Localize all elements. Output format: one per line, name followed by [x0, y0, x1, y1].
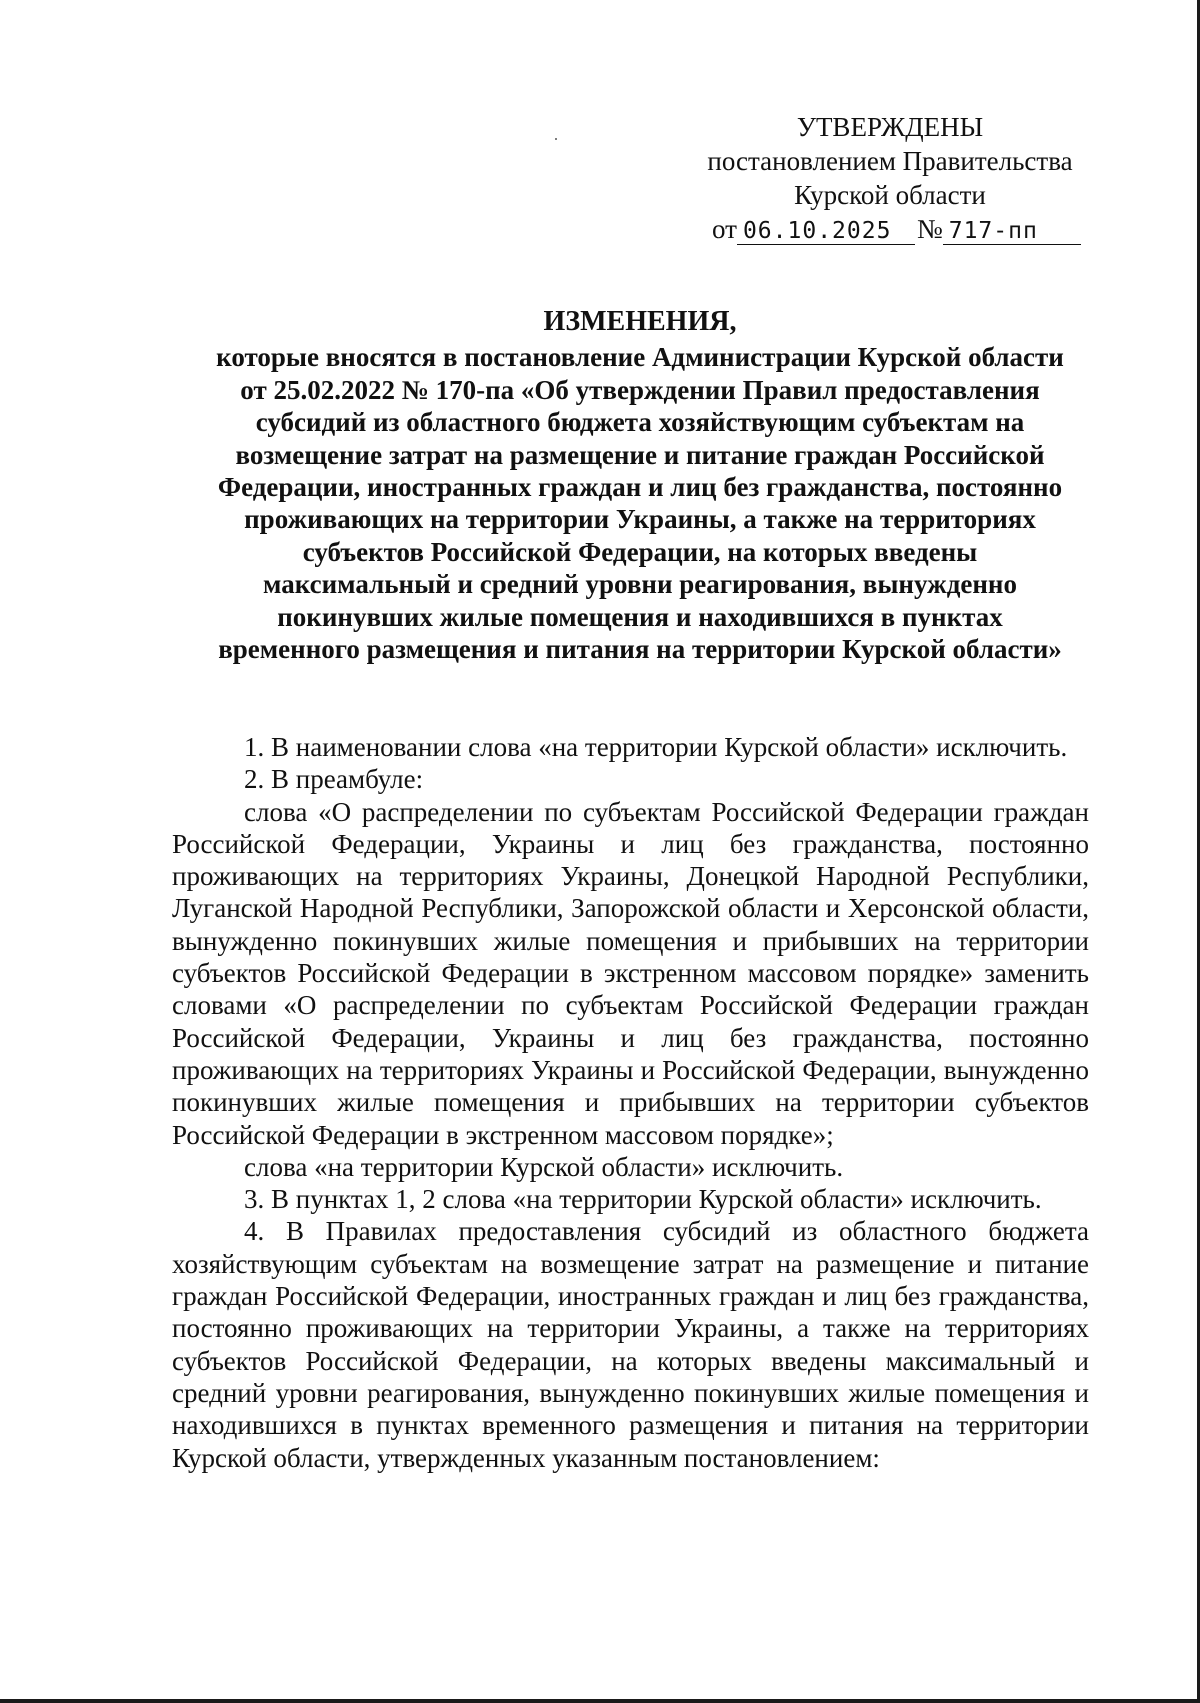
paragraph-1: 1. В наименовании слова «на территории Курской области» исключить.: [244, 732, 1068, 762]
approval-heading: УТВЕРЖДЕНЫ: [796, 112, 984, 142]
approval-region: Курской области: [794, 180, 986, 210]
title-line: субъектов Российской Федерации, на которых введены: [302, 536, 978, 567]
paragraph-3: слова «О распределении по субъектам Российской Федерации граждан Российской Федерации, Украины и лиц без гражданства, постоянно проживающих на территориях Украины, Донецкой Народной Республики, Луганской Народной Республики, Запорожской области и Херсонской области, вынужденно покинувших жилые помещения и прибывших на территории субъектов Российской Федерации в экстренном массовом порядке» заменить словами «О распределении по субъектам Российской Федерации граждан Российской Федерации, Украины и лиц без гражданства, постоянно проживающих на территориях Украины и Российской Федерации, вынужденно покинувших жилые помещения и прибывших на территории субъектов Российской Федерации в экстренном массовом порядке»;: [172, 796, 1089, 1150]
paragraph-4: слова «на территории Курской области» исключить.: [244, 1151, 844, 1182]
document-title: [170, 306, 1110, 665]
approval-from-label: от: [712, 214, 737, 244]
document-body: [172, 731, 1089, 1474]
title-line: субсидий из областного бюджета хозяйствующим субъектам на: [255, 407, 1025, 438]
title-line: временного размещения и питания на территории Курской области»: [218, 634, 1062, 665]
title-line: покинувших жилые помещения и находившихся в пунктах: [277, 601, 1003, 632]
title-line: возмещение затрат на размещение и питание граждан Российской: [235, 439, 1045, 470]
scan-speck: [555, 138, 557, 140]
title-line: которые вносятся в постановление Администрации Курской области: [216, 342, 1064, 373]
title-line: от 25.02.2022 № 170-па «Об утверждении Правил предоставления: [240, 374, 1040, 405]
paragraph-2: 2. В преамбуле:: [244, 764, 424, 795]
title-heading: ИЗМЕНЕНИЯ,: [543, 306, 737, 337]
scan-border-bottom: [0, 1699, 1200, 1703]
approval-stamp-block: [690, 110, 1090, 246]
approval-number-sign: №: [916, 214, 943, 244]
paragraph-6: 4. В Правилах предоставления субсидий из областного бюджета хозяйствующим субъектам на возмещение затрат на размещение и питание граждан Российской Федерации, иностранных граждан и лиц без гражданства, постоянно проживающих на территории Украины, а также на территориях субъектов Российской Федерации, на которых введены максимальный и средний уровни реагирования, вынужденно покинувших жилые помещения и находившихся в пунктах временного размещения и питания на территории Курской области, утвержденных указанным постановлением:: [172, 1216, 1089, 1473]
title-line: максимальный и средний уровни реагирования, вынужденно: [263, 569, 1017, 600]
title-line: проживающих на территории Украины, а также на территориях: [244, 504, 1036, 535]
paragraph-5: 3. В пунктах 1, 2 слова «на территории Курской области» исключить.: [244, 1184, 1042, 1215]
title-line: Федерации, иностранных граждан и лиц без гражданства, постоянно: [217, 472, 1063, 503]
approval-number: 717-пп: [943, 218, 1081, 245]
approval-date-line: [690, 212, 1090, 246]
approval-issuer: постановлением Правительства: [707, 146, 1073, 176]
approval-date: 06.10.2025: [737, 218, 915, 245]
